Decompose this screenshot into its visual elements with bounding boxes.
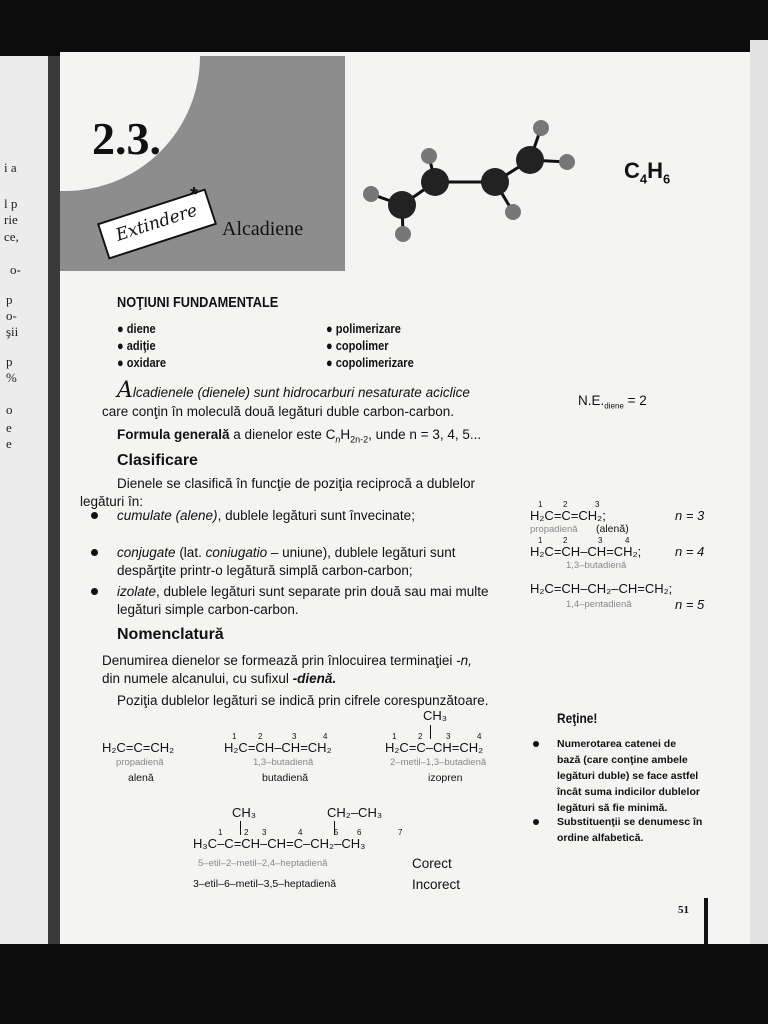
bullet-dot [91,512,98,519]
section-number: 2.3. [92,113,161,164]
nom-ex-branch-ethyl: CH₂–CH₃ [327,805,383,820]
class-isolated-line2: legături simple carbon-carbon. [117,602,299,617]
retine-heading: Reţine! [557,710,598,726]
class-cumulate: cumulate (alene), dublele legături sunt învecinate; [117,508,415,523]
margin-letter: % [6,370,17,385]
nom-ex-name: 1,3–butadienă [253,757,314,768]
incorrect-label: Incorect [412,877,461,892]
bullet-dot [91,549,98,556]
example-name: 1,4–pentadienă [566,599,632,610]
notion-item: ● polimerizare [326,321,401,336]
margin-letter: p [6,292,13,307]
bullet-dot [91,588,98,595]
section-title: Alcadiene [222,218,304,240]
scan-bottom-band [0,944,768,1024]
example-n: n = 5 [675,597,705,612]
nomenclature-heading: Nomenclatură [117,626,224,643]
nom-ex-common: alenă [128,772,154,784]
margin-letter: o [6,402,13,417]
bullet-dot [533,819,539,825]
definition-line1: Alcadienele (dienele) sunt hidrocarburi nesaturate aciclice [117,378,470,403]
margin-letter: şii [6,324,19,339]
classification-heading: Clasificare [117,452,198,469]
margin-letter: ce, [4,229,19,244]
nom-ex-methyl: CH₃ [423,708,448,723]
class-isolated: izolate, dublele legături sunt separate prin două sau mai multe [117,584,489,599]
classification-intro: legături în: [80,494,144,509]
nom-ex-correct-name: 5–etil–2–metil–2,4–heptadienă [198,858,328,869]
nom-ex-propadiene: H₂C=C=CH₂ [102,740,175,755]
extindere-stamp: Extindere [97,188,217,259]
margin-letter: o- [6,308,17,323]
nom-ex-name: 2–metil–1,3–butadienă [390,757,487,768]
classification-intro: Dienele se clasifică în funcţie de poziţia reciprocă a dublelor [117,476,475,491]
example-name: 1,3–butadienă [566,560,627,571]
example-butadiene: H₂C=CH–CH=CH₂; [530,544,642,559]
margin-letter: e [6,420,12,435]
margin-letter: p [6,354,13,369]
margin-letter: rie [4,212,18,227]
notion-item: ● diene [117,321,156,336]
example-alt-name: (alenă) [596,523,629,535]
margin-letter: l p [4,196,18,211]
nomenclature-paragraph: Denumirea dienelor se formează prin înlocuirea terminaţiei -n, [102,653,472,668]
nom-ex-name: propadienă [116,757,164,768]
bullet-dot [533,741,539,747]
bond-line [430,725,431,739]
example-n: n = 4 [675,544,705,559]
molecule-model-icon [355,112,595,252]
margin-letter: o- [10,262,21,277]
scan-top-band [0,0,768,56]
nomenclature-paragraph: din numele alcanului, cu sufixul -dienă. [102,671,337,686]
notion-item: ● adiţie [117,338,156,353]
bond-line [240,821,241,835]
page-number: 51 [678,904,689,916]
example-name: propadienă [530,524,578,535]
retine-item-substituents: Substituenţii se denumesc în ordine alfabetică. [557,816,703,844]
class-conjugate: conjugate (lat. coniugatio – uniune), dublele legături sunt [117,545,456,560]
unsaturation-degree: $N.E._{diene} = 2$ [578,393,647,411]
book-spine [48,56,60,944]
nom-ex-isoprene: H₂C=C–CH=CH₂ [385,740,484,755]
general-formula: Formula generală a dienelor este $C_nH_{2n-2}$, unde n = 3, 4, 5... [117,427,482,445]
example-n: n = 3 [675,508,705,523]
notion-item: ● copolimerizare [326,355,414,370]
margin-letter: e [6,436,12,451]
notions-heading: NOŢIUNI FUNDAMENTALE [117,294,279,311]
definition-line2: care conţin în moleculă două legături duble carbon-carbon. [102,404,454,419]
previous-page-strip [0,56,48,944]
star-mark: * [190,184,198,206]
nom-ex-heptadiene: H₃C–C=CH–CH=C–CH₂–CH₃ [193,836,366,851]
margin-letter: i a [4,160,17,175]
example-pentadiene: H₂C=CH–CH₂–CH=CH₂; [530,581,673,596]
page-edge [750,40,768,944]
nom-ex-incorrect-name: 3–etil–6–metil–3,5–heptadienă [193,878,337,890]
molecular-formula: $C_4H_6$ [624,158,671,187]
class-conjugate-line2: despărţite printr-o legătură simplă carbon-carbon; [117,563,413,578]
nom-ex-branch-methyl: CH₃ [232,805,257,820]
nom-ex-common: izopren [428,772,463,784]
nom-ex-butadiene: H₂C=CH–CH=CH₂ [224,740,332,755]
retine-item-numbering: Numerotarea catenei de bază (care conţine ambele legături duble) se face astfel încât suma indicilor dublelor legături să fie minimă. [557,738,700,814]
nom-ex-common: butadienă [262,772,309,784]
page-edge-mark [704,898,708,944]
nomenclature-position: Poziţia dublelor legături se indică prin cifrele corespunzătoare. [117,693,489,708]
notion-item: ● copolimer [326,338,389,353]
correct-label: Corect [412,856,452,871]
example-propadiene: H₂C=C=CH₂; [530,508,606,523]
drop-initial: A [117,378,133,403]
notion-item: ● oxidare [117,355,167,370]
